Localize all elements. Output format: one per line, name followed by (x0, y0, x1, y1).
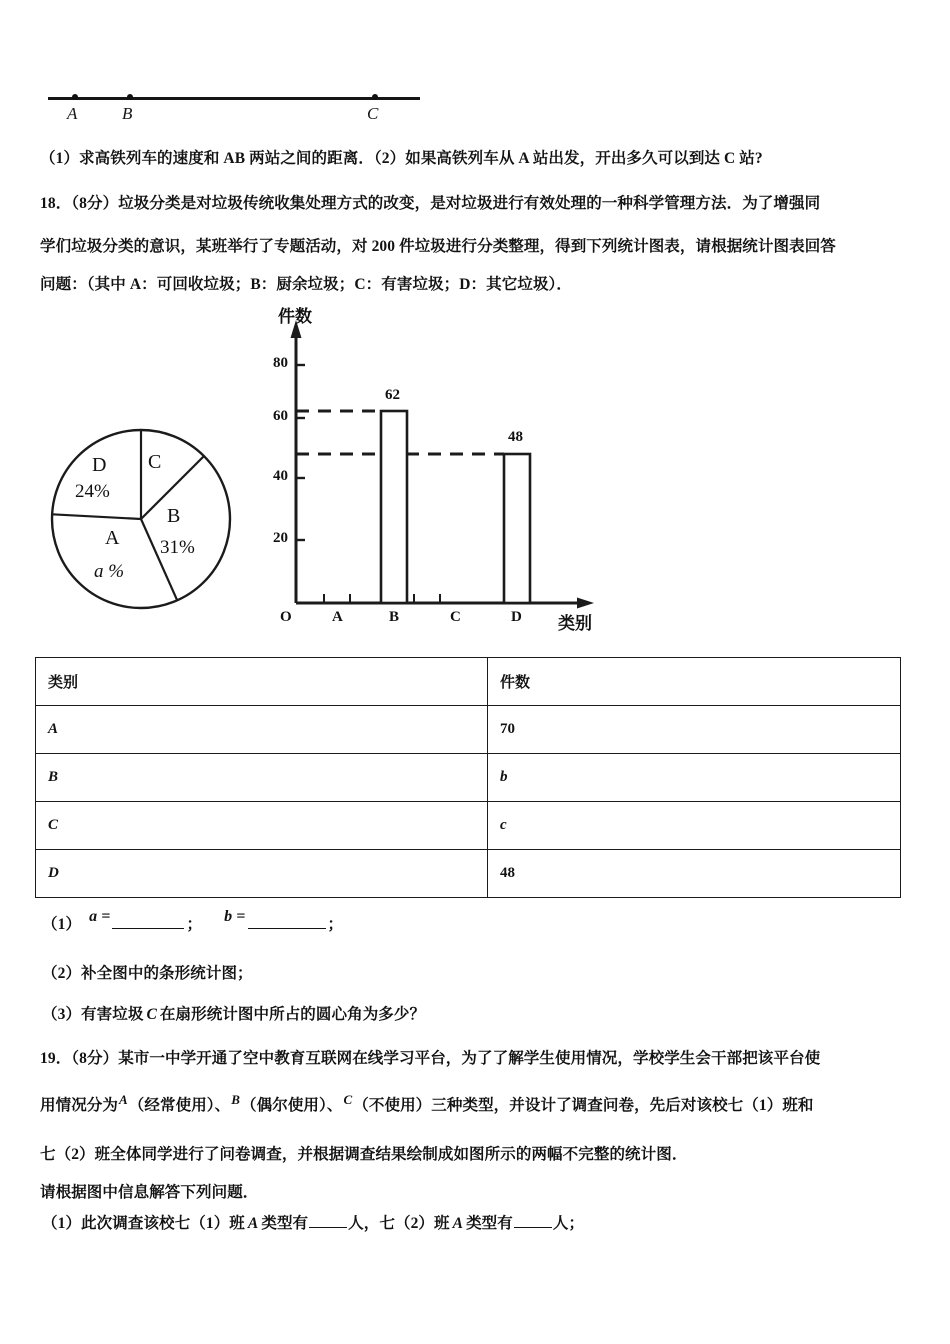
table-row (36, 754, 901, 802)
table-cell-count-b: b (488, 754, 901, 802)
number-line-label-a: A (67, 104, 78, 123)
number-line-point-c (372, 94, 378, 100)
q19-statement-line-3: 七（2）班全体同学进行了问卷调查，并根据调查结果绘制成如图所示的两幅不完整的统计图． (40, 1146, 688, 1163)
number-line-segment (48, 97, 420, 100)
q19-sub1-variable-2: A (452, 1215, 464, 1232)
pie-value-b: 31% (160, 537, 195, 558)
pie-label-b: B (167, 505, 181, 527)
bar-chart-x-axis-title: 类别 (558, 614, 592, 633)
table-cell-category-d: D (36, 850, 488, 898)
table-cell-category-a: A (36, 706, 488, 754)
pie-label-a: A (105, 527, 120, 549)
q19-sub1-part3: 人，七（2）班 (348, 1215, 450, 1232)
statistics-figures (0, 296, 950, 646)
q18-sub1-prefix: （1） (42, 916, 82, 933)
table-cell-category-b: B (36, 754, 488, 802)
bar-chart-xtick-a: A (332, 609, 343, 625)
table-row (36, 706, 901, 754)
pie-value-a: a % (94, 561, 125, 582)
table-cell-category-c: C (36, 802, 488, 850)
pie-value-d: 24% (75, 481, 110, 502)
q19-sub1-part4: 类型有 (466, 1215, 513, 1232)
table-row (36, 802, 901, 850)
q19-type-a-symbol: A (119, 1092, 128, 1107)
bar-chart-xtick-b: B (389, 609, 400, 625)
q19-statement-line-2 (40, 1092, 814, 1115)
bar-value-label-b: 62 (385, 387, 400, 403)
q19-statement-line-1: 19．（8分）某市一中学开通了空中教育互联网在线学习平台，为了了解学生使用情况，学校学生会干部把该平台使 (40, 1050, 821, 1067)
q19-sub1 (42, 1211, 584, 1233)
q18-statement-line-2: 学们垃圾分类的意识，某班举行了专题活动，对 200 件垃圾进行分类整理，得到下列统计图表，请根据统计图表回答 (40, 238, 836, 255)
number-line-point-a (72, 94, 78, 100)
number-line-label-c: C (367, 104, 379, 123)
q18-sub2: （2）补全图中的条形统计图； (42, 965, 253, 982)
q18-sub3-text-post: 在扇形统计图中所占的圆心角为多少？ (159, 1006, 426, 1023)
q17-subquestions: （1）求高铁列车的速度和 AB 两站之间的距离．（2）如果高铁列车从 A 站出发，开出多久可以到达 C 站? (40, 150, 763, 167)
q18-sub3 (42, 1002, 425, 1024)
number-line-label-b: B (122, 104, 133, 123)
bar-chart-y-axis-title: 件数 (278, 307, 312, 326)
pie-label-d: D (92, 454, 107, 476)
bar-value-label-d: 48 (508, 429, 523, 445)
q19-sub1-blank-2[interactable] (514, 1227, 552, 1228)
table-row (36, 850, 901, 898)
q18-sub1-a-blank[interactable] (112, 928, 184, 929)
q19-sub1-part1: （1）此次调查该校七（1）班 (42, 1215, 245, 1232)
table-cell-count-a: 70 (488, 706, 901, 754)
table-header-category: 类别 (36, 658, 488, 706)
q19-line2-part4: （不使用）三种类型，并设计了调查问卷，先后对该校七（1）班和 (353, 1097, 814, 1115)
q19-line2-part1: 用情况分为 (40, 1097, 119, 1115)
q18-sub3-text-pre: （3）有害垃圾 (42, 1006, 144, 1023)
q19-line2-part2: （经常使用）、 (128, 1097, 231, 1115)
bar-chart-ytick-20: 20 (273, 530, 288, 546)
q18-statement-line-1: 18．（8分）垃圾分类是对垃圾传统收集处理方式的改变，是对垃圾进行有效处理的一种科学管理方法．为了增强同 (40, 195, 821, 212)
q19-sub1-variable-1: A (247, 1215, 259, 1232)
q18-sub1 (42, 908, 344, 934)
pie-label-c: C (148, 451, 162, 473)
bar-chart (268, 296, 628, 646)
table-header-row (36, 658, 901, 706)
q18-statement-line-3: 问题：（其中 A：可回收垃圾；B：厨余垃圾；C：有害垃圾；D：其它垃圾）． (40, 276, 572, 293)
bar-chart-ytick-80: 80 (273, 355, 288, 371)
pie-chart-svg (48, 426, 234, 612)
garbage-statistics-table (35, 657, 901, 898)
q18-sub3-variable: C (146, 1006, 157, 1023)
q19-type-b-symbol: B (231, 1092, 241, 1107)
q19-sub1-blank-1[interactable] (309, 1227, 347, 1228)
bar-chart-svg (268, 296, 628, 646)
table-header-count: 件数 (488, 658, 901, 706)
number-line-figure (48, 86, 428, 132)
q18-sub1-sep2: ； (327, 916, 344, 933)
table-cell-count-c: c (488, 802, 901, 850)
q18-sub1-a-expr: a = (89, 908, 111, 925)
bar-chart-origin-label: O (280, 609, 292, 625)
q18-sub1-b-expr: b = (224, 908, 246, 925)
table-cell-count-d: 48 (488, 850, 901, 898)
pie-chart (48, 426, 234, 612)
q18-sub1-sep1: ； (186, 916, 203, 933)
q18-sub1-b-blank[interactable] (248, 928, 326, 929)
number-line-point-b (127, 94, 133, 100)
bar-chart-xtick-c: C (450, 609, 461, 625)
q19-statement-line-4: 请根据图中信息解答下列问题． (40, 1184, 259, 1201)
q19-line2-part3: （偶尔使用）、 (241, 1097, 343, 1115)
bar-chart-xtick-d: D (511, 609, 522, 625)
q19-type-c-symbol: C (343, 1092, 353, 1107)
q19-sub1-part2: 类型有 (261, 1215, 309, 1232)
bar-chart-ytick-40: 40 (273, 468, 288, 484)
q19-sub1-part5: 人； (552, 1215, 585, 1232)
bar-chart-ytick-60: 60 (273, 408, 288, 424)
